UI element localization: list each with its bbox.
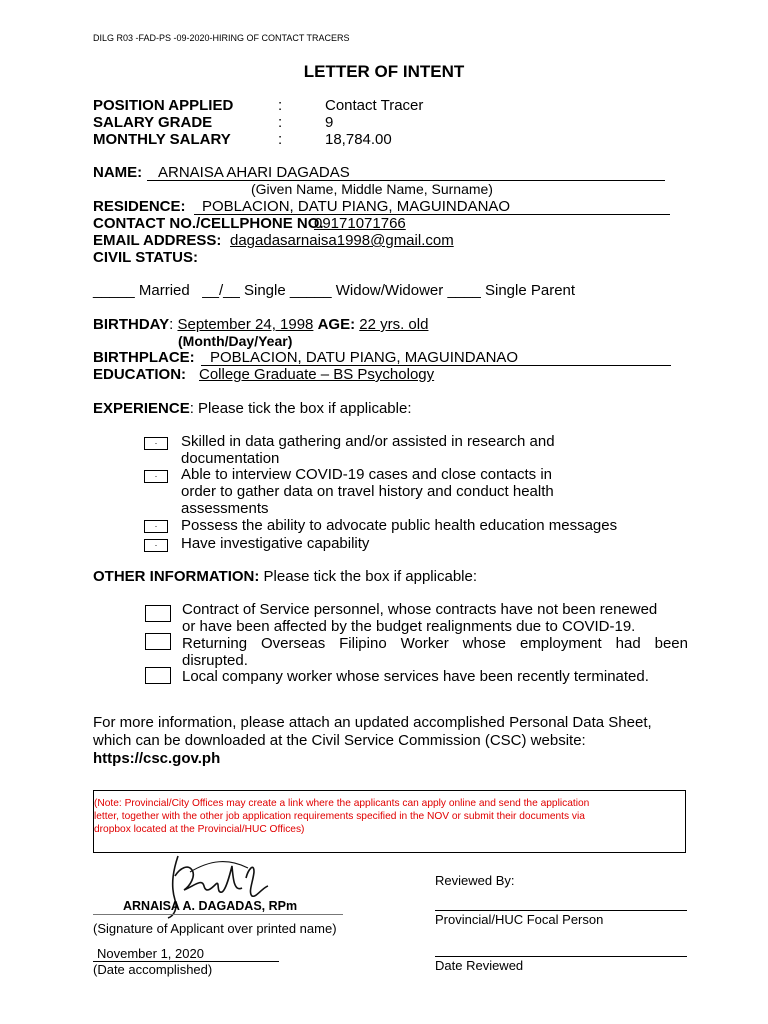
position-colon: :: [278, 97, 283, 114]
name-hint: (Given Name, Middle Name, Surname): [251, 181, 493, 197]
other-info-item-2-line-1: Returning Overseas Filipino Worker whose employment had been: [182, 635, 688, 652]
date-reviewed-line: [435, 956, 687, 957]
contact-value: 09171071766: [314, 215, 406, 232]
position-value: Contact Tracer: [325, 97, 424, 114]
date-accomplished-caption: (Date accomplished): [93, 962, 213, 977]
other-info-item-1-line-2: or have been affected by the budget realignments due to COVID-19.: [182, 618, 636, 635]
other-info-item-2: [182, 635, 688, 669]
civil-status-options: [93, 282, 575, 299]
married-option: Married: [138, 282, 190, 299]
experience-label: EXPERIENCE: [93, 400, 190, 417]
parent-option: Single Parent: [485, 282, 576, 299]
note-line-2: letter, together with the other job application requirements specified in the NOV or submit their documents via: [94, 811, 585, 822]
birthday-label: BIRTHDAY: [93, 316, 170, 333]
other-info-checkbox-2[interactable]: [145, 633, 171, 650]
other-info-item-1: [182, 601, 657, 635]
note-box: [93, 790, 686, 853]
education-label: EDUCATION:: [93, 366, 187, 383]
age-value: 22 yrs. old: [359, 316, 429, 333]
married-blank: _____: [93, 282, 135, 299]
experience-checkbox-1[interactable]: ·: [144, 437, 168, 450]
widow-blank: _____: [289, 282, 332, 299]
other-info-item-3: Local company worker whose services have been recently terminated.: [182, 668, 649, 685]
widow-option: Widow/Widower: [335, 282, 444, 299]
experience-item-2: [181, 466, 554, 517]
signature-caption: (Signature of Applicant over printed name): [93, 921, 337, 936]
birthday-hint: (Month/Day/Year): [178, 333, 293, 349]
csc-website-link[interactable]: https://csc.gov.ph: [93, 750, 221, 767]
experience-item-2-line-3: assessments: [181, 500, 269, 517]
other-info-item-2-line-2: disrupted.: [182, 652, 248, 669]
experience-heading: [93, 400, 412, 417]
birthplace-value: POBLACION, DATU PIANG, MAGUINDANAO: [210, 349, 519, 366]
residence-value: POBLACION, DATU PIANG, MAGUINDANAO: [202, 198, 511, 215]
salary-grade-colon: :: [278, 114, 283, 131]
parent-blank: ____: [447, 282, 481, 299]
note-line-3: dropbox located at the Provincial/HUC Offices): [94, 824, 305, 835]
date-reviewed-label: Date Reviewed: [435, 958, 524, 973]
birthplace-label: BIRTHPLACE:: [93, 349, 195, 366]
name-value: ARNAISA AHARI DAGADAS: [158, 164, 350, 181]
position-label: POSITION APPLIED: [93, 97, 234, 114]
residence-label: RESIDENCE:: [93, 198, 186, 215]
salary-grade-label: SALARY GRADE: [93, 114, 213, 131]
focal-person-line: [435, 910, 687, 911]
experience-instruction: : Please tick the box if applicable:: [189, 400, 412, 417]
signature-line: [93, 914, 343, 915]
monthly-salary-label: MONTHLY SALARY: [93, 131, 231, 148]
experience-checkbox-2[interactable]: ·: [144, 470, 168, 483]
experience-checkbox-3[interactable]: ·: [144, 520, 168, 533]
education-value: College Graduate – BS Psychology: [199, 366, 435, 383]
applicant-printed-name: ARNAISA A. DAGADAS, RPm: [123, 899, 298, 913]
single-option: Single: [243, 282, 286, 299]
age-label: AGE:: [317, 316, 356, 333]
focal-person-label: Provincial/HUC Focal Person: [435, 912, 604, 927]
note-line-1: (Note: Provincial/City Offices may create a link where the applicants can apply online and send the application: [94, 798, 590, 809]
other-info-checkbox-1[interactable]: [145, 605, 171, 622]
reviewed-by-label: Reviewed By:: [435, 873, 515, 888]
single-blank: __/__: [202, 282, 240, 299]
other-info-label: OTHER INFORMATION:: [93, 568, 260, 585]
experience-item-2-line-2: order to gather data on travel history and conduct health: [181, 483, 554, 500]
name-label: NAME:: [93, 164, 143, 181]
birthday-value: September 24, 1998: [177, 316, 314, 333]
other-info-item-1-line-1: Contract of Service personnel, whose contracts have not been renewed: [182, 601, 658, 618]
other-info-checkbox-3[interactable]: [145, 667, 171, 684]
other-info-heading: [93, 568, 477, 585]
civil-status-label: CIVIL STATUS:: [93, 249, 198, 266]
more-info-line-1: For more information, please attach an updated accomplished Personal Data Sheet,: [93, 714, 652, 731]
birthday-row: BIRTHDAY: September 24, 1998 AGE: 22 yrs. old: [93, 316, 429, 333]
date-accomplished-value: November 1, 2020: [97, 946, 204, 961]
experience-checkbox-4[interactable]: ·: [144, 539, 168, 552]
experience-item-1: [181, 433, 555, 467]
monthly-salary-colon: :: [278, 131, 283, 148]
document-code: DILG R03 -FAD-PS -09-2020-HIRING OF CONTACT TRACERS: [93, 33, 350, 43]
other-info-instruction: Please tick the box if applicable:: [263, 568, 478, 585]
experience-item-1-line-1: Skilled in data gathering and/or assisted in research and: [181, 433, 555, 450]
more-info-line-2: which can be downloaded at the Civil Service Commission (CSC) website:: [93, 732, 586, 749]
experience-item-1-line-2: documentation: [181, 450, 280, 467]
monthly-salary-value: 18,784.00: [325, 131, 392, 148]
experience-item-2-line-1: Able to interview COVID-19 cases and close contacts in: [181, 466, 553, 483]
experience-item-3: Possess the ability to advocate public health education messages: [181, 517, 618, 534]
experience-item-4: Have investigative capability: [181, 535, 370, 552]
email-value: dagadasarnaisa1998@gmail.com: [230, 232, 454, 249]
contact-label: CONTACT NO./CELLPHONE NO.: [93, 215, 324, 232]
salary-grade-value: 9: [325, 114, 334, 131]
email-label: EMAIL ADDRESS:: [93, 232, 222, 249]
page-title: LETTER OF INTENT: [303, 62, 465, 81]
